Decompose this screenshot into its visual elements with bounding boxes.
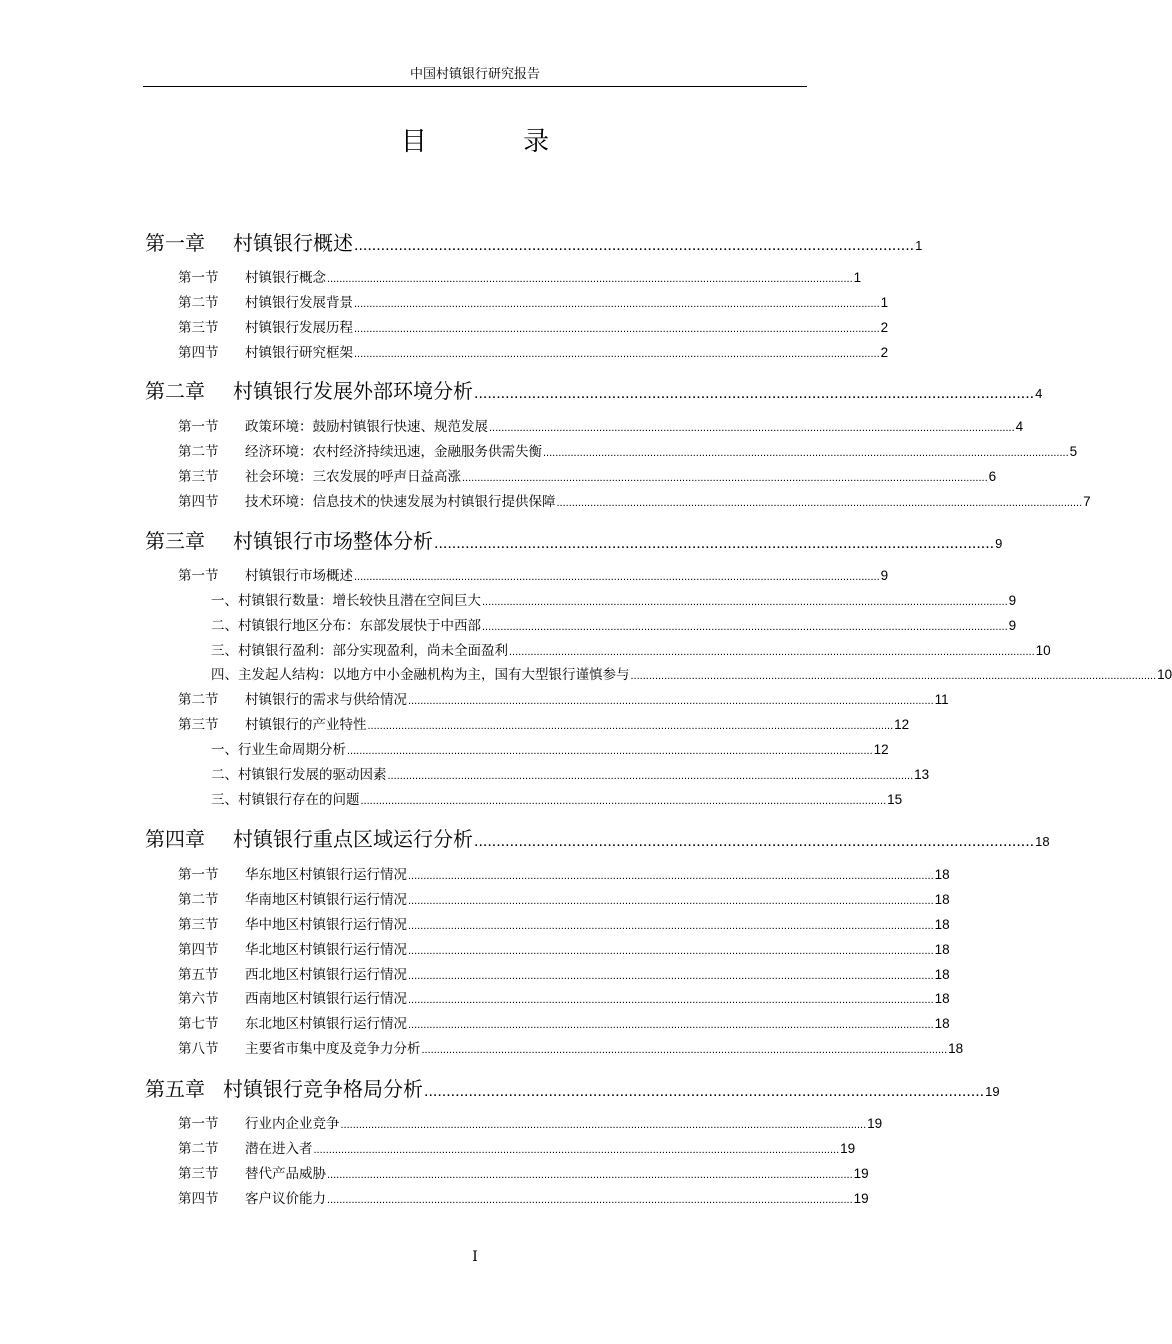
section-title: 华东地区村镇银行运行情况 bbox=[245, 867, 407, 883]
chapter-title: 村镇银行发展外部环境分析 bbox=[233, 379, 473, 403]
section-number: 第二节 bbox=[178, 1141, 219, 1157]
section-title: 行业内企业竞争 bbox=[245, 1116, 340, 1132]
page-ref: 19 bbox=[840, 1141, 856, 1156]
page-ref: 15 bbox=[887, 792, 903, 807]
leader-dots: .............................................................................................................................. bbox=[474, 833, 1035, 850]
toc-section[interactable] bbox=[178, 491, 1091, 513]
page-ref: 9 bbox=[995, 536, 1003, 551]
toc-section[interactable] bbox=[178, 1138, 856, 1160]
toc-section[interactable] bbox=[178, 441, 1078, 463]
chapter-number: 第二章 bbox=[145, 379, 205, 403]
leader-dots: ............................................................................................................................................................................ bbox=[327, 273, 853, 285]
section-number: 第一节 bbox=[178, 867, 219, 883]
section-number: 第五节 bbox=[178, 967, 219, 983]
page-ref: 18 bbox=[934, 942, 950, 957]
section-title: 华中地区村镇银行运行情况 bbox=[245, 917, 407, 933]
leader-dots: ............................................................................................................................................................................ bbox=[408, 895, 934, 907]
section-title: 西南地区村镇银行运行情况 bbox=[245, 991, 407, 1007]
page-ref: 2 bbox=[880, 320, 889, 335]
section-number: 第六节 bbox=[178, 991, 219, 1007]
page-ref: 4 bbox=[1015, 419, 1024, 434]
section-number: 第一节 bbox=[178, 1116, 219, 1132]
page-ref: 11 bbox=[934, 692, 949, 707]
toc-subsection[interactable] bbox=[211, 664, 1172, 686]
leader-dots: .............................................................................................................................. bbox=[354, 237, 915, 254]
toc-section[interactable] bbox=[178, 689, 949, 711]
toc-section[interactable] bbox=[178, 1013, 950, 1035]
leader-dots: ............................................................................................................................................................................ bbox=[630, 670, 1157, 682]
running-header: 中国村镇银行研究报告 bbox=[409, 67, 540, 82]
leader-dots: ............................................................................................................................................................................ bbox=[408, 870, 934, 882]
leader-dots: ............................................................................................................................................................................ bbox=[354, 571, 880, 583]
section-title: 西北地区村镇银行运行情况 bbox=[245, 967, 407, 983]
page-ref: 7 bbox=[1083, 494, 1091, 509]
page-ref: 4 bbox=[1035, 386, 1043, 401]
subsection-title: 一、村镇银行数量：增长较快且潜在空间巨大 bbox=[211, 593, 481, 609]
section-number: 第二节 bbox=[178, 444, 219, 460]
toc-subsection[interactable] bbox=[211, 789, 903, 811]
section-number: 第三节 bbox=[178, 917, 219, 933]
page-ref: 18 bbox=[934, 917, 950, 932]
toc-section[interactable] bbox=[178, 317, 889, 339]
leader-dots: ............................................................................................................................................................................ bbox=[408, 945, 934, 957]
toc-section[interactable] bbox=[178, 714, 910, 736]
toc-section[interactable] bbox=[178, 864, 950, 886]
toc-section[interactable] bbox=[178, 914, 950, 936]
section-title: 政策环境：鼓励村镇银行快速、规范发展 bbox=[245, 419, 488, 435]
toc-section[interactable] bbox=[178, 1163, 869, 1185]
section-title: 村镇银行发展历程 bbox=[245, 320, 353, 336]
page-ref: 10 bbox=[1157, 667, 1172, 682]
toc-title: 目 录 bbox=[400, 127, 594, 157]
leader-dots: ............................................................................................................................................................................ bbox=[556, 497, 1083, 509]
leader-dots: ............................................................................................................................................................................ bbox=[408, 970, 934, 982]
chapter-title: 村镇银行重点区域运行分析 bbox=[233, 827, 473, 851]
leader-dots: ............................................................................................................................................................................ bbox=[354, 348, 880, 360]
leader-dots: ............................................................................................................................................................................ bbox=[482, 621, 1008, 633]
leader-dots: .............................................................................................................................. bbox=[434, 535, 995, 552]
toc-section[interactable] bbox=[178, 939, 950, 961]
section-number: 第三节 bbox=[178, 717, 219, 733]
section-number: 第四节 bbox=[178, 345, 219, 361]
leader-dots: ............................................................................................................................................................................ bbox=[347, 745, 873, 757]
page-ref: 18 bbox=[934, 892, 950, 907]
subsection-title: 三、村镇银行存在的问题 bbox=[211, 792, 360, 808]
page-ref: 13 bbox=[914, 767, 930, 782]
leader-dots: ............................................................................................................................................................................ bbox=[387, 770, 914, 782]
page-ref: 10 bbox=[1035, 643, 1051, 658]
page-ref: 5 bbox=[1069, 444, 1078, 459]
page-ref: 12 bbox=[873, 742, 889, 757]
section-number: 第七节 bbox=[178, 1016, 219, 1032]
section-title: 村镇银行研究框架 bbox=[245, 345, 353, 361]
toc-section[interactable] bbox=[178, 292, 889, 314]
page-ref: 19 bbox=[853, 1191, 869, 1206]
section-number: 第三节 bbox=[178, 320, 219, 336]
page-ref: 9 bbox=[1008, 618, 1017, 633]
chapter-number: 第五章 bbox=[145, 1077, 205, 1101]
toc-section[interactable] bbox=[178, 964, 950, 986]
section-title: 村镇银行市场概述 bbox=[245, 568, 353, 584]
chapter-number: 第三章 bbox=[145, 529, 205, 553]
leader-dots: ............................................................................................................................................................................ bbox=[367, 720, 894, 732]
toc-section[interactable] bbox=[178, 466, 997, 488]
page-ref: 1 bbox=[853, 270, 862, 285]
section-number: 第二节 bbox=[178, 295, 219, 311]
section-title: 华南地区村镇银行运行情况 bbox=[245, 892, 407, 908]
leader-dots: ............................................................................................................................................................................ bbox=[313, 1144, 840, 1156]
section-title: 替代产品威胁 bbox=[245, 1166, 326, 1182]
section-number: 第八节 bbox=[178, 1041, 219, 1057]
section-number: 第四节 bbox=[178, 942, 219, 958]
toc-subsection[interactable] bbox=[211, 739, 889, 761]
chapter-title: 村镇银行概述 bbox=[233, 231, 353, 255]
toc-section[interactable] bbox=[178, 565, 889, 587]
subsection-title: 二、村镇银行发展的驱动因素 bbox=[211, 767, 387, 783]
section-title: 村镇银行概念 bbox=[245, 270, 326, 286]
section-title: 主要省市集中度及竞争力分析 bbox=[245, 1041, 421, 1057]
toc-section[interactable] bbox=[178, 1113, 883, 1135]
section-title: 华北地区村镇银行运行情况 bbox=[245, 942, 407, 958]
leader-dots: ............................................................................................................................................................................ bbox=[421, 1044, 948, 1056]
page-number: I bbox=[472, 1249, 478, 1265]
section-title: 村镇银行的产业特性 bbox=[245, 717, 367, 733]
subsection-title: 一、行业生命周期分析 bbox=[211, 742, 346, 758]
leader-dots: ............................................................................................................................................................................ bbox=[354, 323, 880, 335]
leader-dots: ............................................................................................................................................................................ bbox=[408, 994, 934, 1006]
leader-dots: ............................................................................................................................................................................ bbox=[340, 1119, 867, 1131]
page-ref: 19 bbox=[985, 1084, 1000, 1099]
subsection-title: 四、主发起人结构：以地方中小金融机构为主，国有大型银行谨慎参与 bbox=[211, 667, 630, 683]
leader-dots: ............................................................................................................................................................................ bbox=[327, 1194, 853, 1206]
leader-dots: ............................................................................................................................................................................ bbox=[360, 795, 887, 807]
page-ref: 2 bbox=[880, 345, 889, 360]
page-ref: 12 bbox=[894, 717, 910, 732]
leader-dots: ............................................................................................................................................................................ bbox=[462, 472, 988, 484]
section-title: 客户议价能力 bbox=[245, 1191, 326, 1207]
page-ref: 9 bbox=[880, 568, 889, 583]
page-ref: 18 bbox=[934, 967, 950, 982]
section-title: 村镇银行的需求与供给情况 bbox=[245, 692, 407, 708]
section-number: 第一节 bbox=[178, 270, 219, 286]
page-ref: 1 bbox=[880, 295, 889, 310]
toc-chapter-1[interactable] bbox=[145, 229, 923, 257]
chapter-number: 第一章 bbox=[145, 231, 205, 255]
leader-dots: ............................................................................................................................................................................ bbox=[408, 920, 934, 932]
page-ref: 1 bbox=[915, 238, 923, 253]
toc-section[interactable] bbox=[178, 988, 950, 1010]
toc-subsection[interactable] bbox=[211, 615, 1017, 637]
leader-dots: ............................................................................................................................................................................ bbox=[408, 1019, 934, 1031]
leader-dots: ............................................................................................................................................................................ bbox=[509, 646, 1035, 658]
toc-chapter-4[interactable] bbox=[145, 825, 1050, 853]
toc-subsection[interactable] bbox=[211, 764, 930, 786]
page-ref: 18 bbox=[934, 867, 950, 882]
section-number: 第一节 bbox=[178, 568, 219, 584]
section-title: 社会环境：三农发展的呼声日益高涨 bbox=[245, 469, 461, 485]
leader-dots: ............................................................................................................................................................................ bbox=[327, 1169, 853, 1181]
section-number: 第三节 bbox=[178, 1166, 219, 1182]
section-number: 第三节 bbox=[178, 469, 219, 485]
toc-section[interactable] bbox=[178, 1188, 869, 1210]
subsection-title: 二、村镇银行地区分布：东部发展快于中西部 bbox=[211, 618, 481, 634]
page-ref: 18 bbox=[1035, 834, 1050, 849]
toc-subsection[interactable] bbox=[211, 640, 1051, 662]
leader-dots: ............................................................................................................................................................................ bbox=[482, 596, 1008, 608]
chapter-title: 村镇银行市场整体分析 bbox=[233, 529, 433, 553]
toc-section[interactable] bbox=[178, 342, 889, 364]
page-ref: 19 bbox=[853, 1166, 869, 1181]
section-number: 第四节 bbox=[178, 494, 219, 510]
section-title: 潜在进入者 bbox=[245, 1141, 313, 1157]
chapter-title: 村镇银行竞争格局分析 bbox=[223, 1077, 423, 1101]
page-ref: 19 bbox=[867, 1116, 883, 1131]
leader-dots: ............................................................................................................................................................................ bbox=[489, 422, 1015, 434]
toc-section[interactable] bbox=[178, 1038, 964, 1060]
section-number: 第二节 bbox=[178, 892, 219, 908]
subsection-title: 三、村镇银行盈利：部分实现盈利，尚未全面盈利 bbox=[211, 643, 508, 659]
leader-dots: ............................................................................................................................................................................ bbox=[543, 447, 1069, 459]
leader-dots: .............................................................................................................................. bbox=[474, 385, 1035, 402]
page-ref: 18 bbox=[948, 1041, 964, 1056]
chapter-number: 第四章 bbox=[145, 827, 205, 851]
page-ref: 6 bbox=[988, 469, 997, 484]
toc-section[interactable] bbox=[178, 267, 862, 289]
page-ref: 18 bbox=[934, 991, 950, 1006]
section-title: 经济环境：农村经济持续迅速，金融服务供需失衡 bbox=[245, 444, 542, 460]
leader-dots: ............................................................................................................................................................................ bbox=[408, 695, 934, 707]
toc-chapter-5[interactable] bbox=[145, 1075, 1000, 1103]
leader-dots: .............................................................................................................................. bbox=[424, 1083, 985, 1100]
toc-section[interactable] bbox=[178, 416, 1024, 438]
section-number: 第四节 bbox=[178, 1191, 219, 1207]
section-number: 第一节 bbox=[178, 419, 219, 435]
section-number: 第二节 bbox=[178, 692, 219, 708]
toc-subsection[interactable] bbox=[211, 590, 1017, 612]
page-ref: 18 bbox=[934, 1016, 950, 1031]
toc-section[interactable] bbox=[178, 889, 950, 911]
section-title: 技术环境：信息技术的快速发展为村镇银行提供保障 bbox=[245, 494, 556, 510]
toc-chapter-2[interactable] bbox=[145, 377, 1043, 405]
leader-dots: ............................................................................................................................................................................ bbox=[354, 298, 880, 310]
page-ref: 9 bbox=[1008, 593, 1017, 608]
section-title: 村镇银行发展背景 bbox=[245, 295, 353, 311]
section-title: 东北地区村镇银行运行情况 bbox=[245, 1016, 407, 1032]
toc-chapter-3[interactable] bbox=[145, 527, 1003, 555]
